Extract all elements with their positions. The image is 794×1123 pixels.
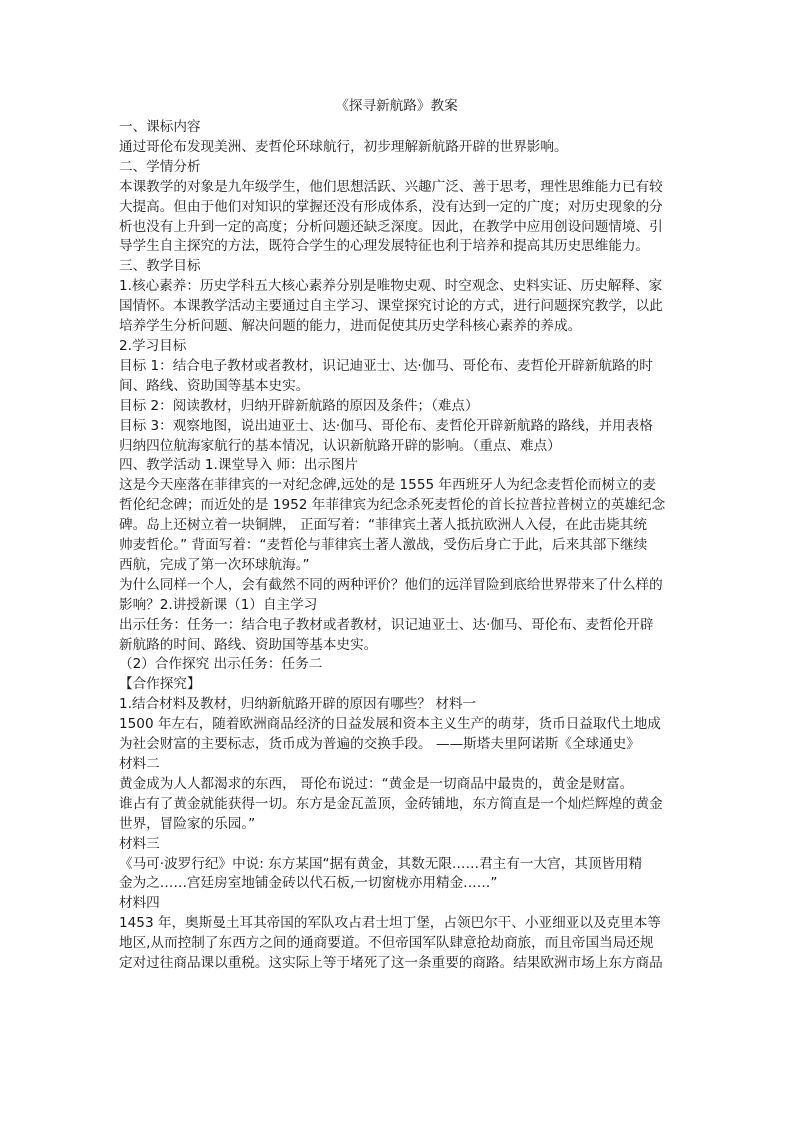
text-line: 1.结合材料及教材，归纳新航路开辟的原因有哪些？ 材料一 — [119, 696, 477, 713]
text-line: 析也没有上升到一定的高度；分析问题还缺乏深度。因此，在教学中应用创设问题情境、引 — [119, 218, 663, 235]
text-line: 1.核心素养：历史学科五大核心素养分别是唯物史观、时空观念、史料实证、历史解释、家 — [119, 278, 663, 295]
text-line: 归纳四位航海家航行的基本情况，认识新航路开辟的影响。（重点、难点） — [119, 437, 561, 454]
document-title: 《探寻新航路》教案 — [335, 98, 458, 114]
text-line: 黄金成为人人都渴求的东西， 哥伦布说过：“黄金是一切商品中最贵的，黄金是财富。 — [119, 775, 634, 792]
text-line: 地区,从而控制了东西方之间的通商要道。不但帝国军队肆意抢劫商旅，而且帝国当局还规 — [119, 935, 654, 952]
text-line: 培养学生分析问题、解决问题的能力，进而促使其历史学科核心素养的养成。 — [119, 318, 582, 335]
text-line: 影响？2.讲授新课（1）自主学习 — [119, 596, 318, 613]
subheading-learning-goals: 2.学习目标 — [119, 337, 187, 354]
text-line: 世界，冒险家的乐园。” — [119, 815, 256, 832]
text-line: 1453 年，奥斯曼土耳其帝国的军队攻占君士坦丁堡，占领巴尔干、小亚细亚以及克里本等 — [119, 915, 661, 932]
text-line: 国情怀。本课教学活动主要通过自主学习、课堂探究讨论的方式，进行问题探究教学，以此 — [119, 298, 663, 315]
text-line: 间、路线、资助国等基本史实。 — [119, 377, 310, 394]
text-line: 目标 3：观察地图，说出迪亚士、达·伽马、哥伦布、麦哲伦开辟新航路的路线，并用表格 — [119, 417, 653, 434]
text-line: 通过哥伦布发现美洲、麦哲伦环球航行，初步理解新航路开辟的世界影响。 — [119, 138, 568, 155]
text-line: 金为之……宫廷房室地铺金砖以代石板,一切窗栊亦用精金……” — [119, 875, 498, 892]
material-label: 材料三 — [119, 835, 160, 852]
text-line: 目标 1：结合电子教材或者教材，识记迪亚士、达·伽马、哥伦布、麦哲伦开辟新航路的时 — [119, 357, 653, 374]
text-line: 导学生自主探究的方法，既符合学生的心理发展特征也利于培养和提高其历史思维能力。 — [119, 238, 650, 255]
text-line: 这是今天座落在菲律宾的一对纪念碑,远处的是 1555 年西班牙人为纪念麦哲伦而树立的麦 — [119, 477, 656, 494]
document-body — [119, 118, 674, 974]
text-line: 大提高。但由于他们对知识的掌握还没有形成体系，没有达到一定的广度；对历史现象的分 — [119, 198, 663, 215]
text-line: 目标 2：阅读教材，归纳开辟新航路的原因及条件；（难点） — [119, 397, 479, 414]
text-line: 为什么同样一个人，会有截然不同的两种评价？他们的远洋冒险到底给世界带来了什么样的 — [119, 576, 663, 593]
material-label: 材料二 — [119, 756, 160, 772]
section-heading-activities: 四、教学活动 1.课堂导入 师：出示图片 — [119, 457, 359, 474]
section-heading-objectives: 三、教学目标 — [119, 258, 201, 275]
text-line: 定对过往商品课以重税。这实际上等于堵死了这一条重要的商路。结果欧洲市场上东方商品 — [119, 955, 663, 972]
text-line: 为社会财富的主要标志，货币成为普遍的交换手段。 ——斯塔夫里阿诺斯《全球通史》 — [119, 736, 640, 753]
text-line: 碑。岛上还树立着一块铜牌， 正面写着：“菲律宾土著人抵抗欧洲人入侵，在此击毙其统 — [119, 517, 647, 534]
text-line: （2）合作探究 出示任务：任务二 — [119, 656, 323, 673]
section-heading-curriculum: 一、课标内容 — [119, 119, 201, 135]
text-line: 出示任务：任务一：结合电子教材或者教材，识记迪亚士、达·伽马、哥伦布、麦哲伦开辟 — [119, 616, 654, 633]
text-line: 新航路的时间、路线、资助国等基本史实。 — [119, 636, 378, 653]
text-line: 本课教学的对象是九年级学生，他们思想活跃、兴趣广泛、善于思考，理性思维能力已有较 — [119, 178, 663, 195]
section-heading-student-analysis: 二、学情分析 — [119, 158, 201, 175]
text-line: 谁占有了黄金就能获得一切。东方是金瓦盖顶，金砖铺地，东方简直是一个灿烂辉煌的黄金 — [119, 795, 663, 812]
text-line: 1500 年左右，随着欧洲商品经济的日益发展和资本主义生产的萌芽，货币日益取代土地成 — [119, 716, 661, 733]
text-line: 哲伦纪念碑；而近处的是 1952 年菲律宾为纪念杀死麦哲伦的首长拉普拉普树立的英雄纪念 — [119, 497, 666, 514]
text-line: 帅麦哲伦。” 背面写着：“麦哲伦与菲律宾土著人激战，受伤后身亡于此，后来其部下继续 — [119, 537, 648, 554]
subheading-cooperative-inquiry: 【合作探究】 — [119, 676, 201, 693]
text-line: 西航，完成了第一次环球航海。” — [119, 556, 310, 573]
material-label: 材料四 — [119, 895, 160, 912]
text-line: 《马可·波罗行纪》中说: 东方某国“据有黄金，其数无限……君主有一大宫，其顶皆用精 — [119, 855, 643, 872]
